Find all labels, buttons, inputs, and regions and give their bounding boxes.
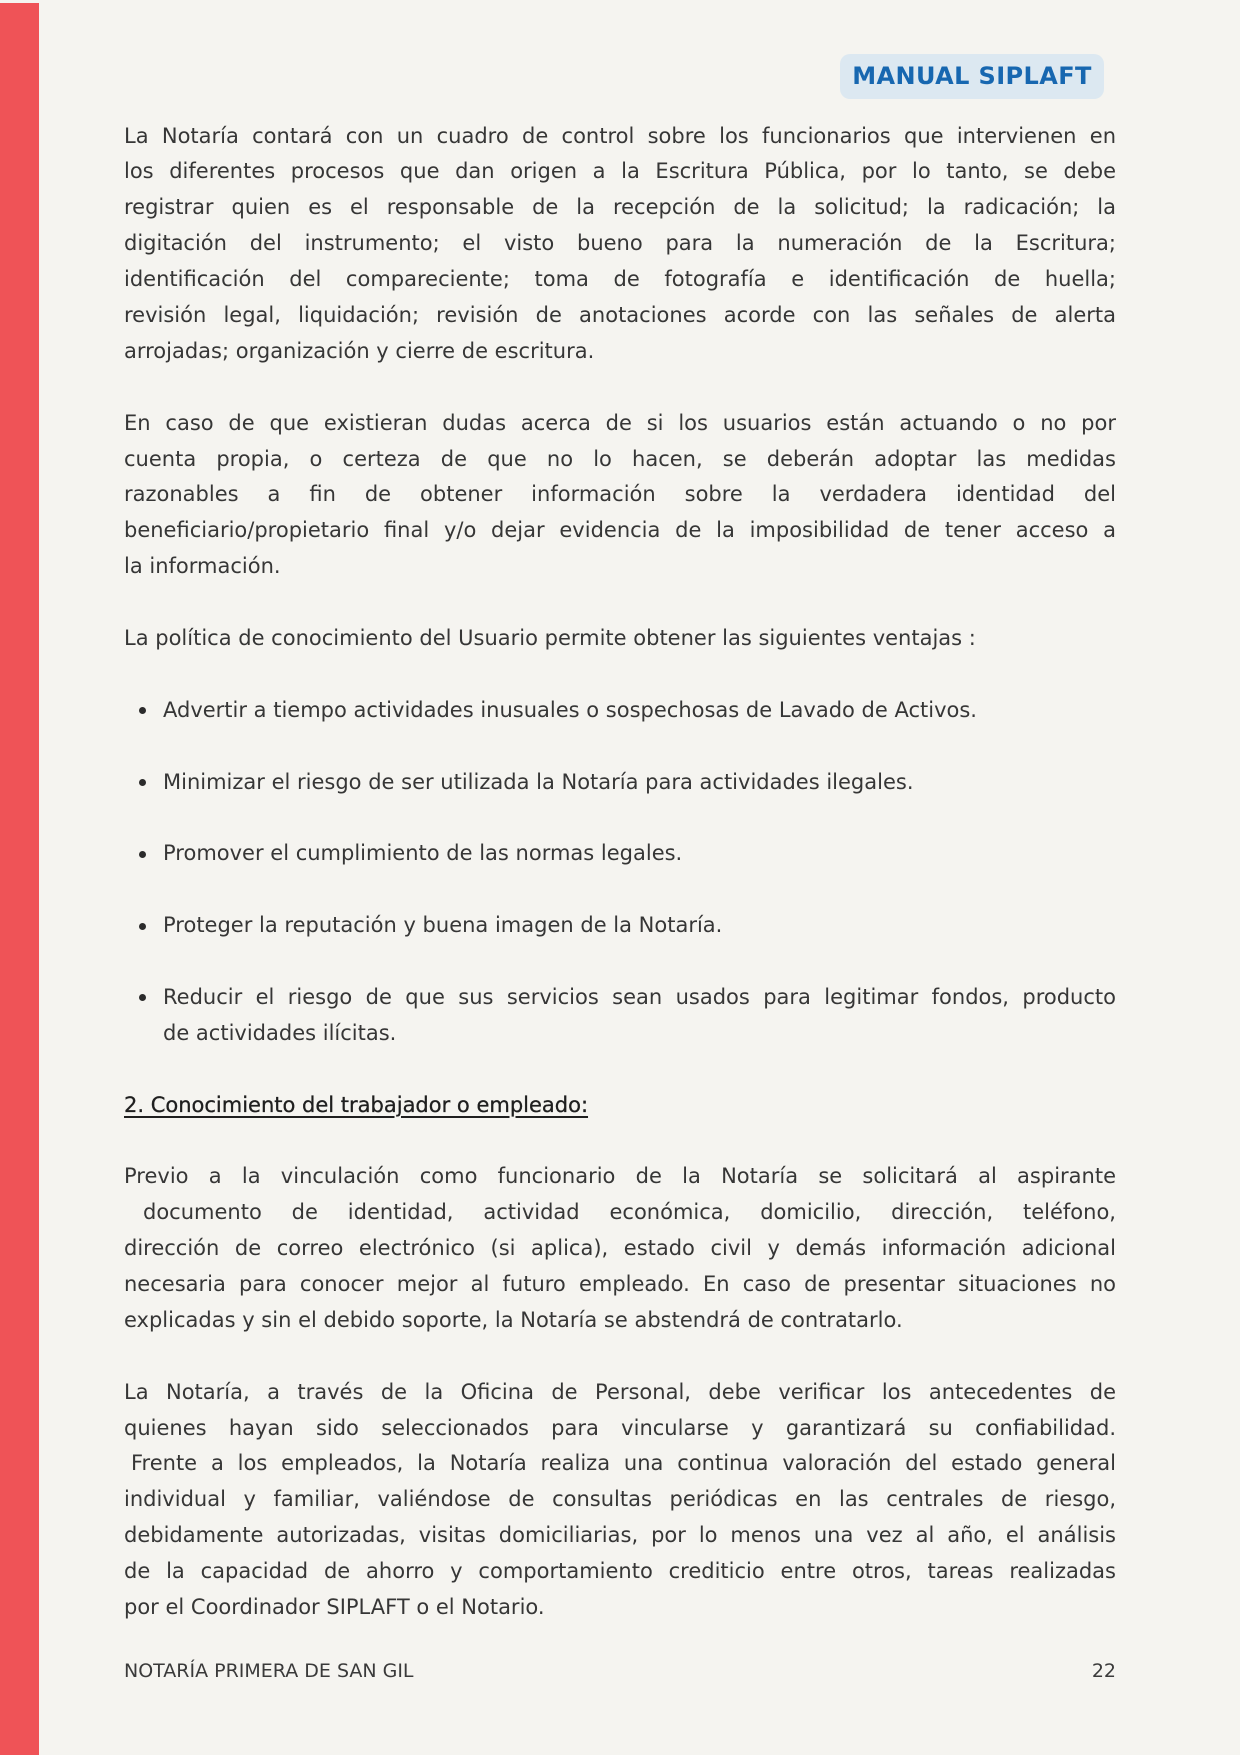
section-heading: [124, 1088, 1116, 1124]
bullet-item: [124, 908, 1116, 944]
bullet-text: de actividades ilícitas.: [163, 1020, 397, 1045]
bullet-list: [124, 693, 1116, 1052]
bullet-item: [124, 765, 1116, 801]
paragraph-employee-requirements: [124, 1159, 1116, 1338]
footer-notary-name: NOTARÍA PRIMERA DE SAN GIL: [124, 1660, 414, 1682]
bullet-dot: [139, 707, 146, 714]
paragraph-line: La Notaría contará con un cuadro de control sobre los funcionarios que intervienen en: [124, 123, 1116, 148]
section-heading-text: 2. Conocimiento del trabajador o empleado:: [124, 1092, 589, 1117]
paragraph-list-intro: [124, 621, 1116, 657]
paragraph-line: quienes hayan sido seleccionados para vincularse y garantizará su confiabilidad.: [124, 1415, 1116, 1440]
paragraph-personnel-verification: [124, 1375, 1116, 1626]
bullet-item: [124, 980, 1116, 1052]
bullet-dot: [139, 923, 146, 930]
paragraph-line: la información.: [124, 554, 281, 579]
paragraph-line: cuenta propia, o certeza de que no lo hacen, se deberán adoptar las medidas: [124, 446, 1116, 471]
paragraph-line: de la capacidad de ahorro y comportamiento crediticio entre otros, tareas realizadas: [124, 1559, 1116, 1584]
bullet-dot: [139, 994, 146, 1001]
bullet-text: Promover el cumplimiento de las normas legales.: [163, 841, 683, 866]
paragraph-line: debidamente autorizadas, visitas domiciliarias, por lo menos una vez al año, el análisis: [124, 1523, 1116, 1548]
paragraph-line: por el Coordinador SIPLAFT o el Notario.: [124, 1595, 545, 1620]
bullet-item: [124, 693, 1116, 729]
paragraph-line: explicadas y sin el debido soporte, la Notaría se abstendrá de contratarlo.: [124, 1307, 903, 1332]
bullet-text: Reducir el riesgo de que sus servicios sean usados para legitimar fondos, producto: [163, 984, 1116, 1009]
bullet-text: Advertir a tiempo actividades inusuales o sospechosas de Lavado de Activos.: [163, 697, 977, 722]
paragraph-line: digitación del instrumento; el visto bueno para la numeración de la Escritura;: [124, 231, 1116, 256]
paragraph-line: revisión legal, liquidación; revisión de anotaciones acorde con las señales de alerta: [124, 302, 1116, 327]
paragraph-line: registrar quien es el responsable de la recepción de la solicitud; la radicación; la: [124, 195, 1116, 220]
paragraph-line: necesaria para conocer mejor al futuro empleado. En caso de presentar situaciones no: [124, 1272, 1116, 1296]
page-number: 22: [1091, 1660, 1116, 1682]
paragraph-line: La política de conocimiento del Usuario permite obtener las siguientes ventajas :: [124, 625, 976, 650]
paragraph-user-control: [124, 119, 1116, 370]
paragraph-line: identificación del compareciente; toma de fotografía e identificación de huella;: [124, 267, 1116, 292]
paragraph-line: La Notaría, a través de la Oficina de Personal, debe verificar los antecedentes de: [124, 1379, 1116, 1404]
paragraph-line: documento de identidad, actividad económica, domicilio, dirección, teléfono,: [143, 1200, 1116, 1225]
document-body: [124, 119, 1116, 1662]
paragraph-line: Previo a la vinculación como funcionario de la Notaría se solicitará al aspirante: [124, 1164, 1116, 1189]
paragraph-line: individual y familiar, valiéndose de consultas periódicas en las centrales de riesgo,: [124, 1487, 1116, 1512]
paragraph-line: Frente a los empleados, la Notaría realiza una continua valoración del estado general: [131, 1451, 1116, 1476]
paragraph-line: razonables a fin de obtener información sobre la verdadera identidad del: [124, 482, 1116, 507]
paragraph-line: los diferentes procesos que dan origen a la Escritura Pública, por lo tanto, se debe: [124, 159, 1116, 184]
page-footer: [124, 1659, 1116, 1683]
bullet-dot: [139, 779, 146, 786]
bullet-text: Minimizar el riesgo de ser utilizada la Notaría para actividades ilegales.: [163, 769, 914, 794]
paragraph-doubts: [124, 406, 1116, 585]
paragraph-line: En caso de que existieran dudas acerca de si los usuarios están actuando o no por: [124, 410, 1116, 435]
bullet-item: [124, 836, 1116, 872]
paragraph-line: beneficiario/propietario final y/o dejar evidencia de la imposibilidad de tener acceso a: [124, 518, 1116, 543]
red-side-bar: [0, 3, 39, 1755]
paragraph-line: dirección de correo electrónico (si aplica), estado civil y demás información adicional: [124, 1236, 1116, 1261]
header-badge: MANUAL SIPLAFT: [840, 54, 1104, 99]
bullet-text: Proteger la reputación y buena imagen de la Notaría.: [163, 913, 723, 938]
bullet-dot: [139, 851, 146, 858]
paragraph-line: arrojadas; organización y cierre de escritura.: [124, 338, 595, 363]
